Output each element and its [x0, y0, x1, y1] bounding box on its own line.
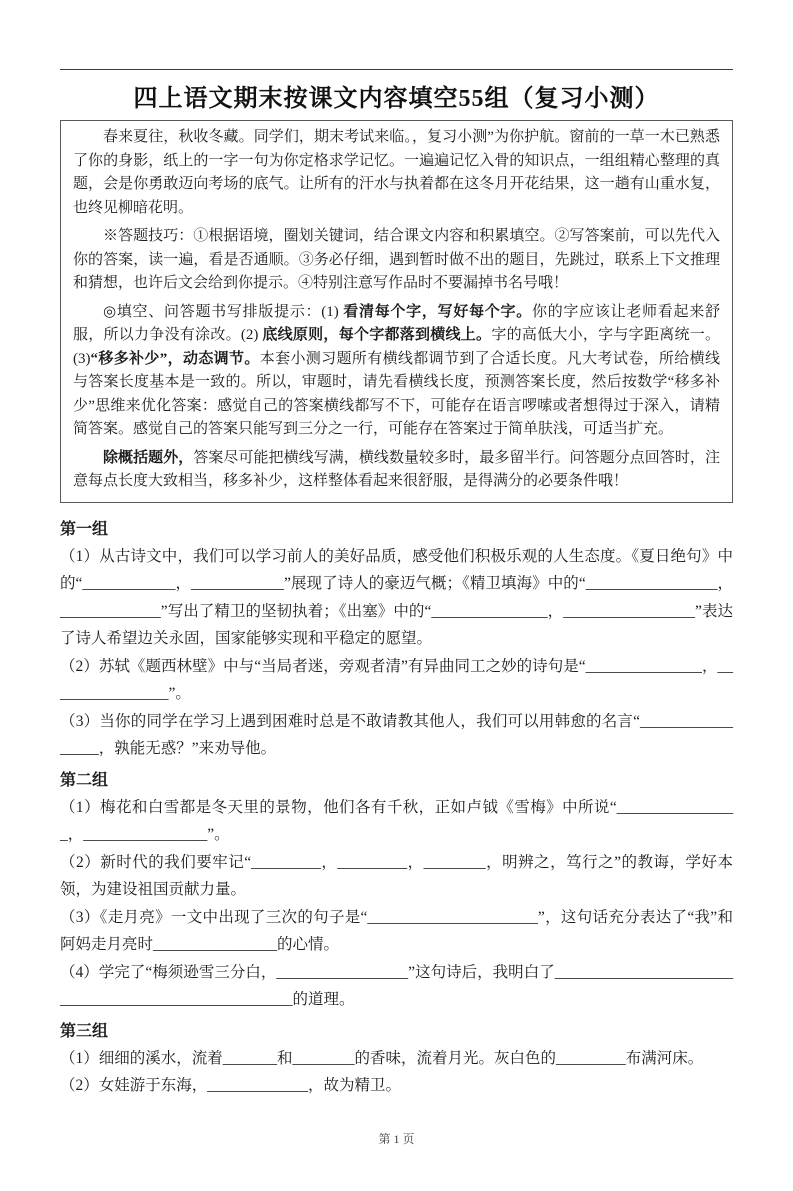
intro-paragraph-greeting: 春来夏往，秋收冬藏。同学们，期末考试来临。，复习小测”为你护航。窗前的一草一木已熟悉了你的身影，纸上的一字一句为你定格求学记忆。一遍遍记忆入骨的知识点，一组组精心整理的真题，会是你勇敢迈向考场的底气。让所有的汗水与执着都在这冬月开花结果，这一趟有山重水复，也终见柳暗花明。	[73, 129, 720, 216]
question-text: （1）梅花和白雪都是冬天里的景物，他们各有千秋，正如卢钺《雪梅》中所说“________________，________________”。	[60, 798, 733, 843]
intro-paragraph-writing-layout-tips: ◎填空、问答题书写排版提示：(1) 看清每个字，写好每个字。你的字应该让老师看起来舒服，所以力争没有涂改。(2) 底线原则，每个字都落到横线上。字的高低大小，字与字距离统一。(3)“移多补少”，动态调节。本套小测习题所有横线都调节到了合适长度。凡大考试卷，所给横线与答案长度基本是一致的。所以，审题时，请先看横线长度，预测答案长度，然后按数学“移多补少”思维来优化答案：感觉自己的答案横线都写不下，可能存在语言啰嗦或者想得过于深入，请精简答案。感觉自己的答案只能写到三分之一行，可能存在答案过于简单肤浅，可适当扩充。	[73, 303, 720, 437]
question-text: （3）当你的同学在学习上遇到困难时总是不敢请教其他人，我们可以用韩愈的名言“_________________，孰能无惑？”来劝导他。	[60, 712, 733, 757]
question-text: （3）《走月亮》一文中出现了三次的句子是“______________________”，这句话充分表达了“我”和阿妈走月亮时________________的心情。	[60, 908, 733, 953]
section-heading: 第三组	[60, 1022, 109, 1040]
question-text: （2）女娃游于东海，_____________，故为精卫。	[60, 1077, 402, 1094]
page-footer: 第 1 页	[378, 1132, 415, 1146]
document-page	[0, 69, 793, 1146]
question-text: （1）细细的溪水，流着_______和________的香味，流着月光。灰白色的_________布满河床。	[60, 1049, 704, 1067]
section-heading: 第一组	[60, 520, 109, 538]
section-group-3	[60, 1018, 733, 1100]
intro-paragraph-answer-tips: ※答题技巧：①根据语境，圈划关键词，结合课文内容和积累填空。②写答案前，可以先代入你的答案，读一遍，看是否通顺。③务必仔细，遇到暂时做不出的题目，先跳过，联系上下文推理和猜想，也许后文会给到你提示。④特别注意写作品时不要漏掉书名号哦！	[73, 228, 720, 291]
question-text: （2）新时代的我们要牢记“_________，_________，________，明辨之，笃行之”的教诲，学好本领，为建设祖国贡献力量。	[60, 853, 733, 898]
question-text: （4）学完了“梅须逊雪三分白，_________________”这句诗后，我明白了_____________________________________________________的道理。	[60, 963, 733, 1008]
intro-box	[60, 120, 733, 503]
intro-paragraph-fill-lines-tip: 除概括题外，答案尽可能把横线写满，横线数量较多时，最多留半行。问答题分点回答时，注意每点长度大致相当，移多补少，这样整体看起来很舒服，是得满分的必要条件哦！	[73, 449, 720, 489]
section-group-2	[60, 767, 733, 1014]
question-text: （1）从古诗文中，我们可以学习前人的美好品质，感受他们积极乐观的人生态度。《夏日绝句》中的“____________，____________”展现了诗人的豪迈气概；《精卫填海》中的“_________________，_____________”写出了精卫的坚韧执着；《出塞》中的“_______________，_________________”表达了诗人希望边关永固，国家能够实现和平稳定的愿望。	[60, 547, 733, 647]
section-group-1	[60, 516, 733, 763]
question-sections	[60, 516, 733, 1100]
question-text: （2）苏轼《题西林壁》中与“当局者迷，旁观者清”有异曲同工之妙的诗句是“_______________，________________”。	[60, 657, 733, 702]
section-heading: 第二组	[60, 771, 109, 789]
page-title: 四上语文期末按课文内容填空55组（复习小测）	[133, 86, 660, 112]
